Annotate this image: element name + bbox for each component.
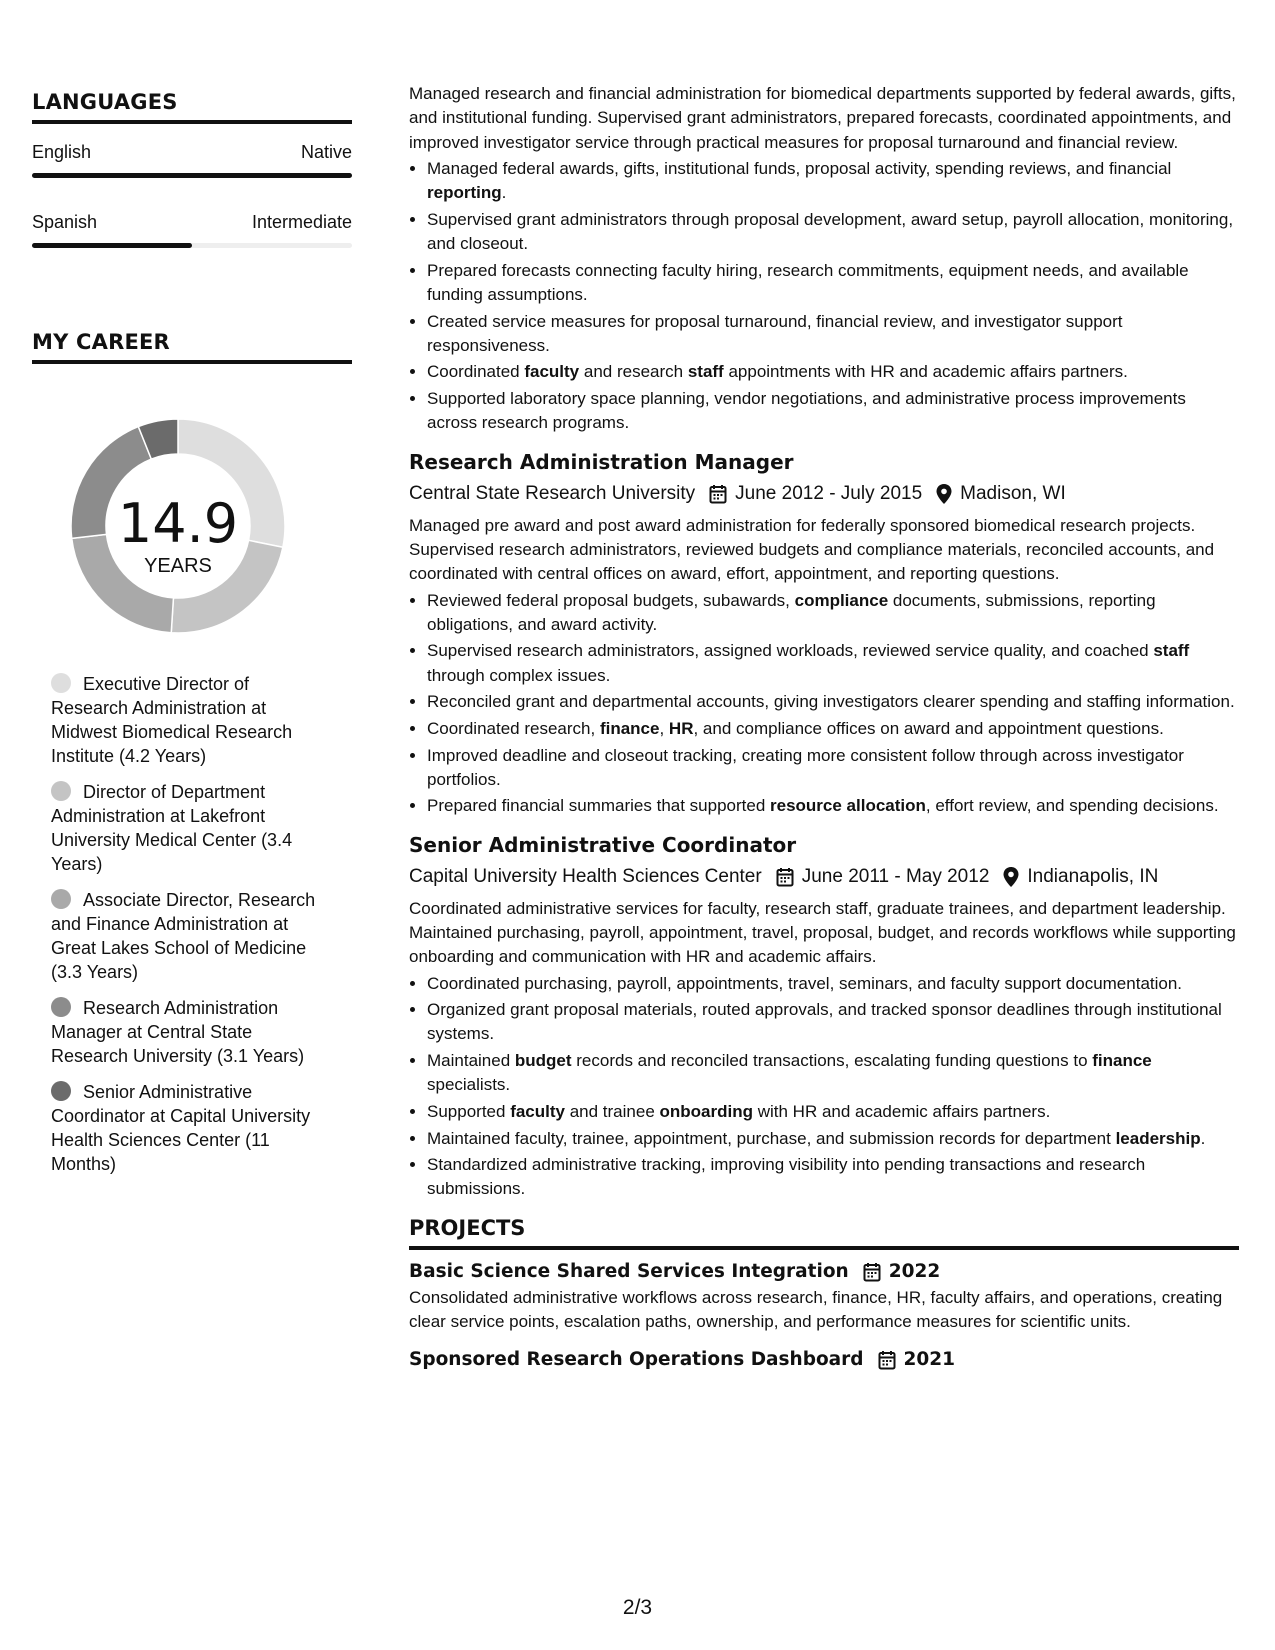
career-donut-chart	[64, 412, 292, 640]
job-dates: June 2012 - July 2015	[735, 482, 923, 504]
calendar-icon	[878, 1350, 896, 1370]
job-summary: Managed pre award and post award administration for federally sponsored biomedical research projects. Supervised research administrators, reviewed budgets and compliance materials, reconciled accounts, and coordinated with central offices on award, effort, appointment, and reporting questions.	[409, 515, 1215, 584]
job-meta	[409, 480, 1239, 508]
language-level: Native	[300, 142, 352, 162]
project-entry	[409, 1258, 1239, 1335]
project-title: Sponsored Research Operations Dashboard	[409, 1349, 864, 1371]
main-content	[409, 82, 1239, 1374]
career-legend-item	[51, 996, 331, 1068]
language-item	[32, 212, 352, 248]
projects-heading: PROJECTS	[409, 1216, 1239, 1250]
job-company: Central State Research University	[409, 482, 696, 504]
calendar-icon	[776, 867, 794, 887]
job-summary: Managed research and financial administration for biomedical departments supported by federal awards, gifts, and institutional funding. Supervised grant administrators, prepared forecasts, coordinated appointments, and improved investigator service through practical measures for proposal turnaround and financial review.	[409, 84, 1236, 152]
bullet-item: • Prepared forecasts connecting faculty hiring, research commitments, equipment needs, and available funding assumptions.	[427, 259, 1239, 308]
bullet-item: • Standardized administrative tracking, improving visibility into pending transactions and research submissions.	[427, 1153, 1239, 1202]
job-bullets	[409, 157, 1239, 436]
bullet-item: • Coordinated faculty and research staff appointments with HR and academic affairs partners.	[427, 360, 1239, 384]
job-bullets	[409, 972, 1239, 1202]
legend-swatch	[51, 889, 71, 909]
career-legend-item	[51, 888, 331, 984]
career-legend-item	[51, 1080, 331, 1176]
legend-swatch	[51, 1081, 71, 1101]
bullet-item: • Organized grant proposal materials, routed approvals, and tracked sponsor deadlines through institutional systems.	[427, 998, 1239, 1047]
legend-label: Director of Department Administration at Lakefront University Medical Center (3.4 Years)	[51, 782, 293, 874]
language-name: Spanish	[32, 212, 98, 232]
bullet-item: • Prepared financial summaries that supported resource allocation, effort review, and spending decisions.	[427, 794, 1239, 818]
project-title-row	[409, 1346, 1239, 1374]
job-dates: June 2011 - May 2012	[801, 865, 990, 887]
legend-label: Senior Administrative Coordinator at Capital University Health Sciences Center (11 Months)	[51, 1082, 311, 1174]
legend-label: Research Administration Manager at Central State Research University (3.1 Years)	[51, 998, 305, 1066]
legend-label: Associate Director, Research and Finance Administration at Great Lakes School of Medicine (3.3 Years)	[51, 890, 316, 982]
bullet-item: • Coordinated research, finance, HR, and compliance offices on award and appointment questions.	[427, 717, 1239, 741]
legend-label: Executive Director of Research Administration at Midwest Biomedical Research Institute (4.2 Years)	[51, 674, 293, 766]
job-location: Madison, WI	[960, 482, 1066, 504]
legend-swatch	[51, 997, 71, 1017]
job-company: Capital University Health Sciences Center	[409, 865, 762, 887]
bullet-item: • Reviewed federal proposal budgets, subawards, compliance documents, submissions, reporting obligations, and award activity.	[427, 589, 1239, 638]
career-legend-item	[51, 672, 331, 768]
career-heading: MY CAREER	[32, 330, 352, 364]
bullet-item: • Supervised grant administrators through proposal development, award setup, payroll allocation, monitoring, and closeout.	[427, 208, 1239, 257]
bullet-item: • Maintained budget records and reconciled transactions, escalating funding questions to finance specialists.	[427, 1049, 1239, 1098]
project-title: Basic Science Shared Services Integration	[409, 1260, 849, 1282]
career-legend	[51, 672, 331, 1188]
language-bar	[32, 173, 352, 178]
job-summary: Coordinated administrative services for faculty, research staff, graduate trainees, and department leadership. Maintained purchasing, payroll, appointment, travel, proposal, budget, and records workflows while supporting onboarding and communication with HR and academic affairs.	[409, 898, 1236, 967]
job-entry	[409, 448, 1239, 819]
career-total-unit: YEARS	[144, 555, 212, 577]
project-entry	[409, 1346, 1239, 1374]
language-level: Intermediate	[251, 212, 352, 232]
legend-swatch	[51, 673, 71, 693]
language-item	[32, 142, 352, 178]
job-entry	[409, 831, 1239, 1202]
map-pin-icon	[936, 484, 952, 504]
languages-heading: LANGUAGES	[32, 90, 352, 124]
language-bar-fill	[32, 173, 352, 178]
bullet-item: • Maintained faculty, trainee, appointment, purchase, and submission records for department leadership.	[427, 1127, 1239, 1151]
job-title: Research Administration Manager	[409, 449, 794, 474]
page-number: 2/3	[622, 1596, 653, 1619]
project-title-row	[409, 1258, 1239, 1286]
job-location: Indianapolis, IN	[1027, 865, 1159, 887]
bullet-item: • Reconciled grant and departmental accounts, giving investigators clearer spending and staffing information.	[427, 690, 1239, 714]
bullet-item: • Supervised research administrators, assigned workloads, reviewed service quality, and coached staff through complex issues.	[427, 639, 1239, 688]
bullet-item: • Coordinated purchasing, payroll, appointments, travel, seminars, and faculty support documentation.	[427, 972, 1239, 996]
project-year: 2021	[903, 1349, 956, 1371]
job-bullets	[409, 589, 1239, 819]
bullet-item: • Supported laboratory space planning, vendor negotiations, and administrative process improvements across research programs.	[427, 387, 1239, 436]
career-section	[32, 330, 352, 364]
bullet-item: • Improved deadline and closeout tracking, creating more consistent follow through across investigator portfolios.	[427, 744, 1239, 793]
map-pin-icon	[1003, 867, 1019, 887]
languages-section	[32, 90, 352, 248]
calendar-icon	[709, 484, 727, 504]
project-year: 2022	[888, 1260, 941, 1282]
language-bar-fill	[32, 243, 192, 248]
project-description: Consolidated administrative workflows across research, finance, HR, faculty affairs, and operations, creating clear service points, escalation paths, ownership, and performance measures for scientific units.	[409, 1287, 1223, 1332]
job-meta	[409, 863, 1239, 891]
language-bar	[32, 243, 352, 248]
career-total-value: 14.9	[117, 492, 239, 555]
legend-swatch	[51, 781, 71, 801]
career-legend-item	[51, 780, 331, 876]
bullet-item: • Managed federal awards, gifts, institutional funds, proposal activity, spending reviews, and financial reporting.	[427, 157, 1239, 206]
language-name: English	[32, 142, 92, 162]
calendar-icon	[863, 1262, 881, 1282]
bullet-item: • Created service measures for proposal turnaround, financial review, and investigator support responsiveness.	[427, 310, 1239, 359]
job-title: Senior Administrative Coordinator	[409, 832, 797, 857]
bullet-item: • Supported faculty and trainee onboarding with HR and academic affairs partners.	[427, 1100, 1239, 1124]
projects-section	[409, 1216, 1239, 1375]
